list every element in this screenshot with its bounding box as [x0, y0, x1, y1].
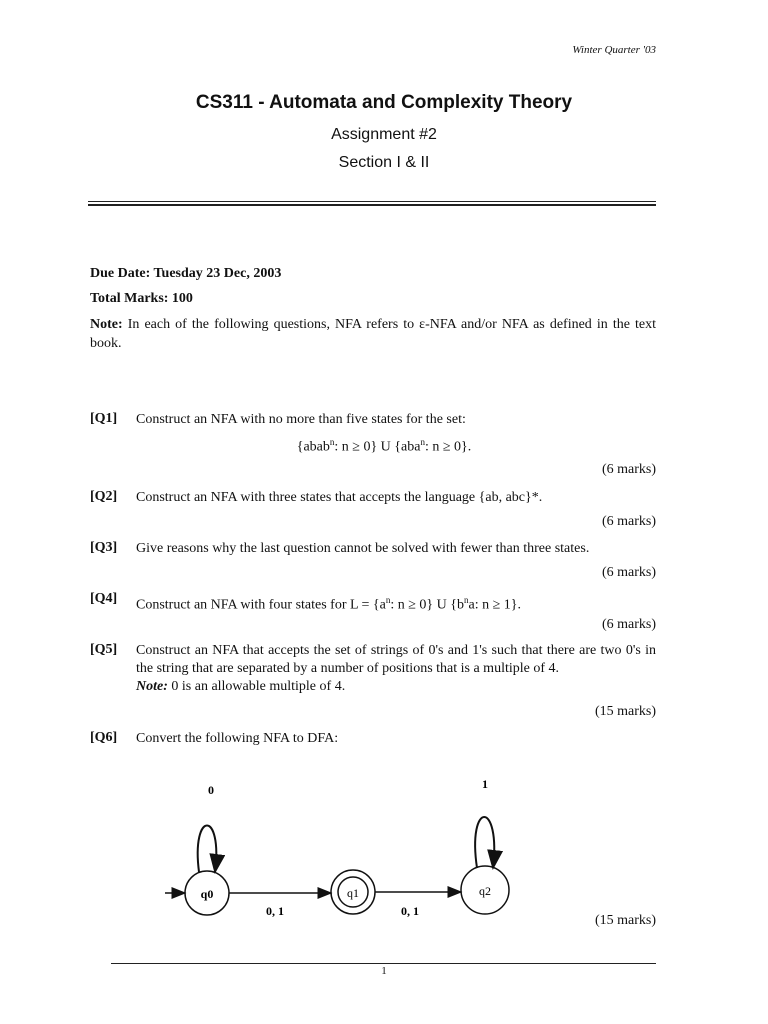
- loop-q0-label: 0: [208, 783, 214, 797]
- question-number: [Q6]: [90, 730, 118, 745]
- due-date: Due Date: Tuesday 23 Dec, 2003: [90, 266, 282, 281]
- question-text: Construct an NFA that accepts the set of strings of 0's and 1's such that there are two 0's in the string that are separated by a number of positions that is a multiple of 4. Note: 0 is an allowable multiple of 4.: [136, 643, 656, 694]
- total-marks: Total Marks: 100: [90, 291, 193, 306]
- q3-marks: (6 marks): [601, 565, 656, 580]
- question-number: [Q2]: [90, 489, 118, 504]
- course-title: CS311 - Automata and Complexity Theory: [195, 92, 573, 113]
- q1-set-expression: {abab$^n$: n ≥ 0} U {aba$^n$: n ≥ 0}.: [296, 437, 472, 455]
- assignment-title: Assignment #2: [331, 126, 437, 143]
- question-number: [Q5]: [90, 642, 118, 657]
- section-title: Section I & II: [338, 154, 430, 171]
- question-number: [Q4]: [90, 591, 118, 606]
- header-divider-thick: [88, 204, 656, 206]
- question-number: [Q3]: [90, 540, 118, 555]
- q1-marks: (6 marks): [601, 462, 656, 477]
- note-label: Note:: [90, 317, 123, 332]
- loop-q2: [475, 817, 494, 868]
- q2-marks: (6 marks): [601, 514, 656, 529]
- nfa-diagram: [155, 770, 555, 930]
- q4-marks: (6 marks): [601, 617, 656, 632]
- edge-q0-q1-label: 0, 1: [266, 904, 284, 918]
- q5-note-label: Note:: [136, 679, 168, 694]
- question-number: [Q1]: [90, 411, 118, 426]
- footer-divider: [111, 963, 656, 964]
- loop-q0: [198, 826, 217, 873]
- q6-marks: (15 marks): [594, 913, 656, 928]
- q5-marks: (15 marks): [594, 704, 656, 719]
- q5-note-text: 0 is an allowable multiple of 4.: [167, 679, 346, 694]
- question-text: Construct an NFA with three states that accepts the language {ab, abc}*.: [136, 490, 543, 505]
- question-text: Construct an NFA with four states for $L = \{a^n$: n ≥ 0} U {$b^na$: n ≥ 1}.: [136, 595, 521, 613]
- note-text: In each of the following questions, NFA refers to ε-NFA and/or NFA as defined in the text book.: [90, 317, 656, 351]
- question-text: Convert the following NFA to DFA:: [136, 731, 339, 746]
- state-q0-label: q0: [200, 887, 214, 901]
- loop-q2-label: 1: [482, 777, 488, 791]
- question-text: Give reasons why the last question cannot be solved with fewer than three states.: [136, 541, 590, 556]
- question-text: Construct an NFA with no more than five states for the set:: [136, 412, 466, 427]
- state-q2-label: q2: [479, 884, 491, 898]
- header-divider-thin: [88, 201, 656, 202]
- note-paragraph: [90, 315, 656, 353]
- state-q1-label: q1: [347, 886, 359, 900]
- quarter-label: Winter Quarter '03: [572, 44, 656, 56]
- edge-q1-q2-label: 0, 1: [401, 904, 419, 918]
- page-number: 1: [381, 965, 387, 977]
